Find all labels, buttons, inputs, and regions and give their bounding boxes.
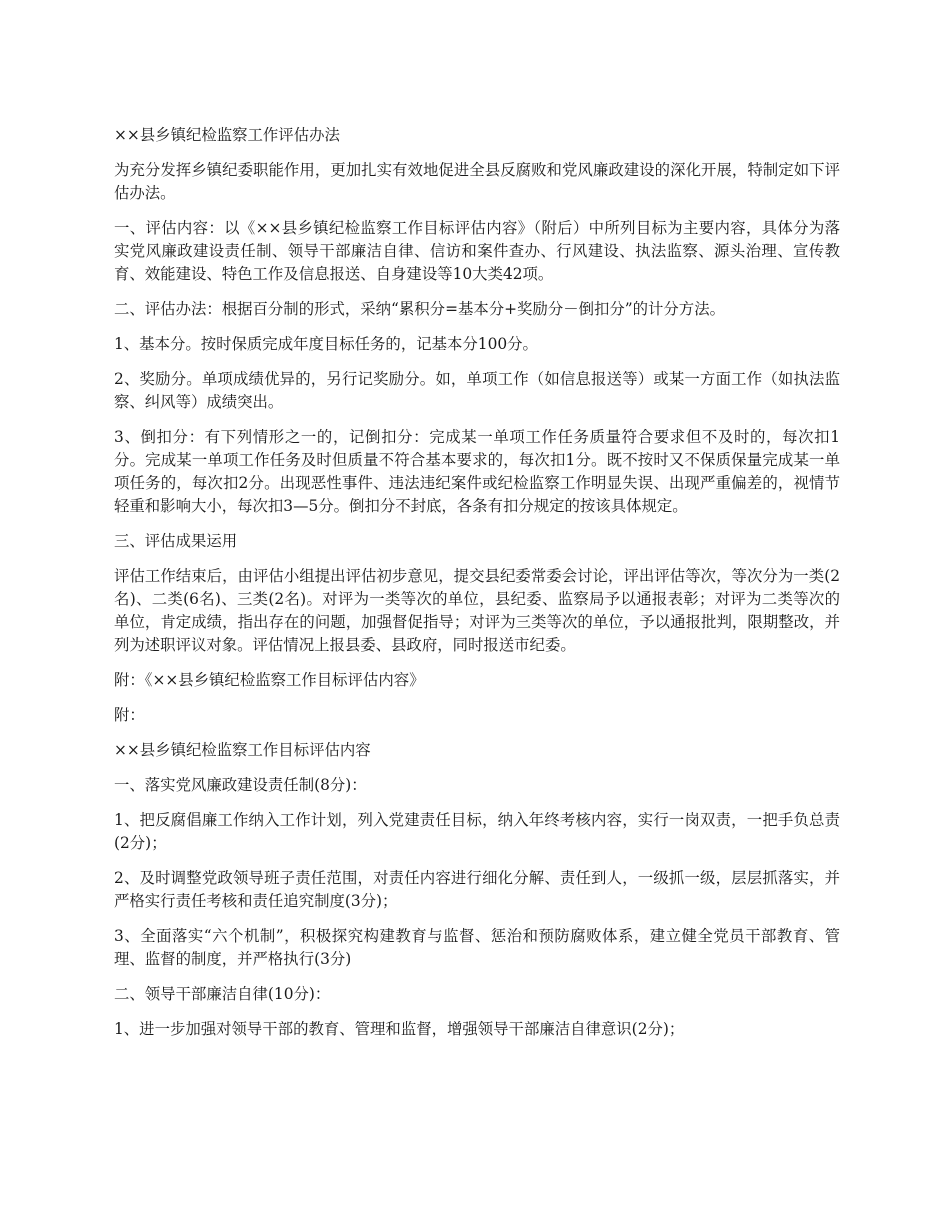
item-bonus-score: 2、奖励分。单项成绩优异的，另行记奖励分。如，单项工作（如信息报送等）或某一方面工作（如执法监察、纠风等）成绩突出。 [114, 370, 840, 411]
appendix-item-2-1: 1、进一步加强对领导干部的教育、管理和监督，增强领导干部廉洁自律意识(2分)； [114, 1020, 685, 1038]
appendix-section-2-heading: 二、领导干部廉洁自律(10分)： [114, 985, 331, 1003]
section-evaluation-content: 一、评估内容：以《××县乡镇纪检监察工作目标评估内容》（附后）中所列目标为主要内容，具体分为落实党风廉政建设责任制、领导干部廉洁自律、信访和案件查办、行风建设、执法监察、源头治理、宣传教育、效能建设、特色工作及信息报送、自身建设等10大类42项。 [114, 219, 840, 283]
item-base-score: 1、基本分。按时保质完成年度目标任务的，记基本分100分。 [114, 335, 538, 353]
intro-paragraph: 为充分发挥乡镇纪委职能作用，更加扎实有效地促进全县反腐败和党风廉政建设的深化开展，特制定如下评估办法。 [114, 161, 840, 202]
item-deduction-score: 3、倒扣分：有下列情形之一的，记倒扣分：完成某一单项工作任务质量符合要求但不及时的，每次扣1分。完成某一单项工作任务及时但质量不符合基本要求的，每次扣1分。既不按时又不保质保量完成某一单项任务的，每次扣2分。出现恶性事件、违法违纪案件或纪检监察工作明显失误、出现严重偏差的，视情节轻重和影响大小，每次扣3—5分。倒扣分不封底，各条有扣分规定的按该具体规定。 [114, 428, 840, 515]
appendix-label: 附： [114, 706, 145, 724]
section-results-body: 评估工作结束后，由评估小组提出评估初步意见，提交县纪委常委会讨论，评出评估等次，等次分为一类(2名)、二类(6名)、三类(2名)。对评为一类等次的单位，县纪委、监察局予以通报表彰；对评为二类等次的单位，肯定成绩，指出存在的问题，加强督促指导；对评为三类等次的单位，予以通报批判，限期整改，并列为述职评议对象。评估情况上报县委、县政府，同时报送市纪委。 [114, 567, 840, 654]
appendix-title: ××县乡镇纪检监察工作目标评估内容 [114, 741, 371, 759]
appendix-section-1-heading: 一、落实党风廉政建设责任制(8分)： [114, 776, 367, 794]
appendix-item-1-3: 3、全面落实“六个机制”，积极探究构建教育与监督、惩治和预防腐败体系，建立健全党员干部教育、管理、监督的制度，并严格执行(3分) [114, 927, 840, 968]
appendix-reference: 附：《××县乡镇纪检监察工作目标评估内容》 [114, 671, 425, 689]
appendix-item-1-1: 1、把反腐倡廉工作纳入工作计划，列入党建责任目标，纳入年终考核内容，实行一岗双责，一把手负总责(2分)； [114, 811, 840, 852]
document-body [114, 124, 840, 1053]
section-results-heading: 三、评估成果运用 [114, 532, 238, 550]
document-title: ××县乡镇纪检监察工作评估办法 [114, 126, 340, 144]
section-evaluation-method: 二、评估办法：根据百分制的形式，采纳“累积分=基本分+奖励分－倒扣分”的计分方法。 [114, 300, 725, 318]
appendix-item-1-2: 2、及时调整党政领导班子责任范围，对责任内容进行细化分解、责任到人，一级抓一级，层层抓落实，并严格实行责任考核和责任追究制度(3分)； [114, 869, 840, 910]
